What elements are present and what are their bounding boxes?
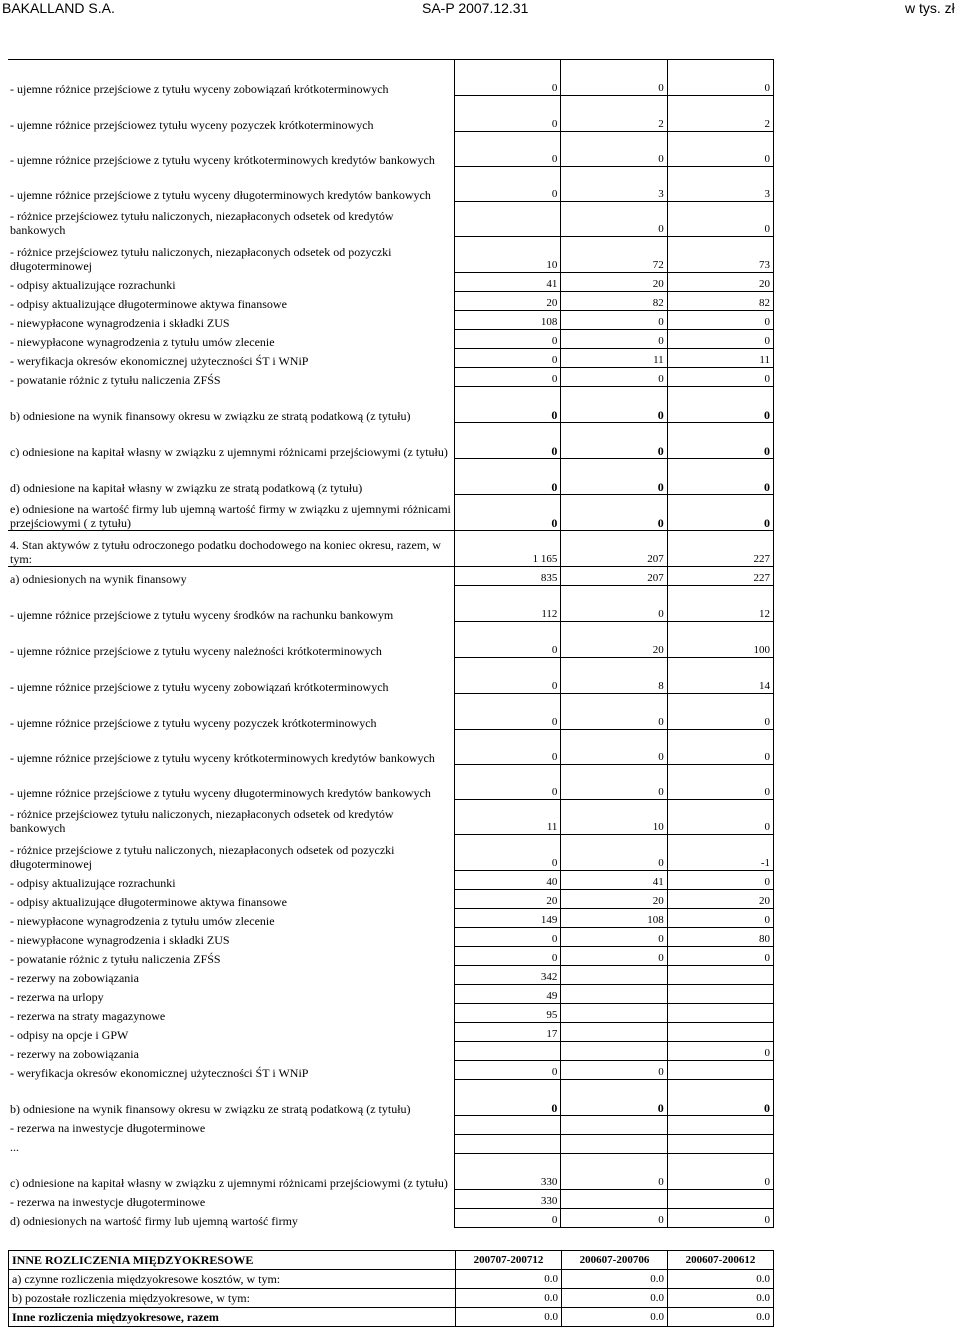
row-label: c) odniesione na kapitał własny w związku z ujemnymi różnicami przejściowymi (z tytułu) [10,444,448,459]
table-row [8,800,774,835]
cell-value: 73 [667,237,773,273]
cell-value: 207 [561,567,667,586]
cell-value: 100 [667,622,773,658]
table-row [8,1080,774,1116]
cell-value: 72 [561,237,667,273]
table-row [8,167,774,202]
cell-value: 80 [667,928,773,947]
cell-value: 0 [455,459,561,495]
cell-value: 0 [455,167,561,202]
cell-value: 0 [455,835,561,871]
cell-value: 0 [561,202,667,237]
row-label: - niewypłacone wynagrodzenia i składki ZUS [10,932,230,947]
cell-value: 227 [667,531,773,567]
row-label: - ujemne różnice przejściowe z tytułu wyceny pozyczek krótkoterminowych [10,715,377,730]
row-label: - ujemne różnice przejściowe z tytułu wyceny zobowiązań krótkoterminowych [8,60,455,96]
table-row [8,622,774,658]
table-row [8,292,774,311]
cell-value [455,1135,561,1154]
table-row [8,132,774,167]
cell-value: 0 [561,311,667,330]
period-header: 200607-200612 [668,1251,774,1270]
table-row [8,459,774,495]
cell-value: 0 [455,947,561,966]
cell-value: 0 [667,330,773,349]
table-row [8,273,774,292]
cell-value: 0 [667,368,773,387]
cell-value: 0 [561,132,667,167]
cell-value: 0 [561,368,667,387]
cell-value: 11 [561,349,667,368]
cell-value: 41 [561,871,667,890]
cell-value: 0 [561,1061,667,1080]
cell-value: 0 [455,60,561,96]
unit-label: w tys. zł [905,0,955,16]
cell-value: 95 [455,1004,561,1023]
cell-value: 342 [455,966,561,985]
cell-value: 0 [561,586,667,622]
cell-value: 149 [455,909,561,928]
cell-value: 0 [667,311,773,330]
cell-value: 835 [455,567,561,586]
cell-value: 0 [561,423,667,459]
table-row [8,202,774,237]
cell-value [667,966,773,985]
cell-value [455,202,561,237]
cell-value: 0 [667,871,773,890]
cell-value [455,1116,561,1135]
cell-value: 227 [667,567,773,586]
cell-value: 49 [455,985,561,1004]
row-label: - rezerwa na urlopy [10,989,104,1004]
cell-value: 0 [667,694,773,730]
row-label: - odpisy aktualizujące rozrachunki [10,277,176,292]
row-label: d) odniesionych na wartość firmy lub ujemną wartość firmy [10,1213,298,1228]
table-row [8,909,774,928]
cell-value: 0 [455,349,561,368]
row-label: a) czynne rozliczenia międzyokresowe kosztów, w tym: [9,1270,456,1289]
row-label: - powatanie różnic z tytułu naliczenia ZFŚS [10,372,221,387]
cell-value: 0 [561,835,667,871]
cell-value: 0 [667,459,773,495]
accruals-row [9,1289,774,1308]
cell-value [455,1042,561,1061]
cell-value: 108 [561,909,667,928]
cell-value [561,1004,667,1023]
cell-value: 0.0 [456,1289,562,1308]
row-label: - ujemne różnice przejściowe z tytułu wyceny należności krótkoterminowych [10,643,382,658]
cell-value: 20 [561,890,667,909]
cell-value: 12 [667,586,773,622]
row-label: - odpisy aktualizujące rozrachunki [10,875,176,890]
table-row [8,1042,774,1061]
cell-value: 0 [561,60,667,96]
cell-value: 0 [561,1154,667,1190]
cell-value: 11 [455,800,561,835]
table-row [8,60,774,96]
row-label: - różnice przejściowez tytułu naliczonych, niezapłaconych odsetek od kredytów bankowych [10,208,394,237]
row-label: - ujemne różnice przejściowez tytułu wyceny pozyczek krótkoterminowych [10,117,374,132]
cell-value: 0 [455,387,561,423]
cell-value: 0.0 [668,1270,774,1289]
period-header: 200707-200712 [456,1251,562,1270]
accruals-title: INNE ROZLICZENIA MIĘDZYOKRESOWE [9,1251,456,1270]
cell-value: 0 [667,909,773,928]
cell-value [561,966,667,985]
cell-value: 207 [561,531,667,567]
table-row [8,947,774,966]
cell-value: 20 [561,273,667,292]
accruals-row [9,1270,774,1289]
cell-value [561,1023,667,1042]
cell-value: 82 [561,292,667,311]
cell-value: 0 [667,1154,773,1190]
table-row [8,658,774,694]
table-row [8,567,774,586]
cell-value: 8 [561,658,667,694]
cell-value: 41 [455,273,561,292]
row-label: - niewypłacone wynagrodzenia z tytułu umów zlecenie [10,334,275,349]
table-row [8,1154,774,1190]
cell-value: 0 [667,1080,773,1116]
cell-value: 0 [667,60,773,96]
cell-value: 0 [561,459,667,495]
report-id: SA-P 2007.12.31 [422,0,529,16]
cell-value: 0 [561,330,667,349]
cell-value: 10 [561,800,667,835]
row-label: c) odniesione na kapitał własny w związku z ujemnymi różnicami przejściowymi (z tytułu) [10,1175,448,1190]
row-label: b) odniesione na wynik finansowy okresu w związku ze stratą podatkową (z tytułu) [10,408,411,423]
cell-value [667,1190,773,1209]
cell-value: 0.0 [562,1289,668,1308]
cell-value [667,1116,773,1135]
cell-value: 0 [561,730,667,765]
cell-value: 0 [455,694,561,730]
table-row [8,495,774,531]
cell-value [561,1190,667,1209]
period-header: 200607-200706 [562,1251,668,1270]
cell-value: 0 [455,730,561,765]
table-row [8,871,774,890]
table-row [8,349,774,368]
cell-value: 0 [455,330,561,349]
cell-value: 10 [455,237,561,273]
table-row [8,835,774,871]
cell-value: 20 [667,890,773,909]
table-row [8,387,774,423]
row-label: ... [10,1139,19,1154]
cell-value: -1 [667,835,773,871]
table-row [8,730,774,765]
cell-value [667,1004,773,1023]
cell-value: 0 [455,622,561,658]
table-row [8,1135,774,1154]
cell-value: 0 [455,765,561,800]
cell-value: 0 [667,495,773,531]
cell-value: 0 [455,423,561,459]
cell-value: 0 [667,1209,773,1228]
cell-value [667,1061,773,1080]
cell-value: 0 [667,202,773,237]
cell-value: 20 [561,622,667,658]
cell-value: 0 [667,423,773,459]
row-label: - rezerwy na zobowiązania [10,1046,139,1061]
row-label: - różnice przejściowe z tytułu naliczonych, niezapłaconych odsetek od pozyczki długoterminowej [10,842,395,871]
row-label: - rezerwa na straty magazynowe [10,1008,166,1023]
cell-value: 0 [667,1042,773,1061]
cell-value [561,1116,667,1135]
cell-value: 20 [667,273,773,292]
cell-value [667,1023,773,1042]
cell-value: 330 [455,1154,561,1190]
table-row [8,985,774,1004]
row-label: - ujemne różnice przejściowe z tytułu wyceny zobowiązań krótkoterminowych [10,679,389,694]
cell-value: 330 [455,1190,561,1209]
table-row [8,1209,774,1228]
row-label: d) odniesione na kapitał własny w związku ze stratą podatkową (z tytułu) [10,480,363,495]
cell-value: 20 [455,890,561,909]
table-row [8,237,774,273]
row-label: - ujemne różnice przejściowe z tytułu wyceny krótkoterminowych kredytów bankowych [10,750,435,765]
cell-value [561,1135,667,1154]
cell-value: 17 [455,1023,561,1042]
cell-value: 0 [455,1080,561,1116]
row-label: a) odniesionych na wynik finansowy [8,567,455,586]
cell-value: 0 [455,928,561,947]
row-label: - rezerwy na zobowiązania [10,970,139,985]
page-header [0,0,960,16]
table-row [8,1023,774,1042]
accruals-header-row [9,1251,774,1270]
cell-value: 0 [667,730,773,765]
cell-value: 0 [561,694,667,730]
cell-value: 0 [561,387,667,423]
cell-value: 0 [455,1061,561,1080]
cell-value: 1 165 [455,531,561,567]
table-row [8,1061,774,1080]
cell-value: 0 [561,928,667,947]
table-row [8,330,774,349]
row-label: e) odniesione na wartość firmy lub ujemną wartość firmy w związku z ujemnymi różnicami przejściowymi ( z tytułu) [10,502,451,530]
cell-value: 0 [455,495,561,531]
row-label: - powatanie różnic z tytułu naliczenia ZFŚS [10,951,221,966]
cell-value [667,985,773,1004]
cell-value: 82 [667,292,773,311]
cell-value: 0 [667,765,773,800]
table-row [8,694,774,730]
cell-value: 112 [455,586,561,622]
row-label: - ujemne różnice przejściowe z tytułu wyceny środków na rachunku bankowym [10,607,394,622]
cell-value: 0.0 [668,1289,774,1308]
table-row [8,423,774,459]
row-label: Inne rozliczenia międzyokresowe, razem [9,1308,456,1327]
cell-value: 2 [561,96,667,132]
row-label: - niewypłacone wynagrodzenia i składki ZUS [10,315,230,330]
accruals-table [8,1250,774,1327]
cell-value: 40 [455,871,561,890]
company-name: BAKALLAND S.A. [2,0,115,16]
row-label: - rezerwa na inwestycje długoterminowe [10,1194,206,1209]
table-row [8,928,774,947]
cell-value: 108 [455,311,561,330]
cell-value: 0 [561,765,667,800]
row-label: 4. Stan aktywów z tytułu odroczonego podatku dochodowego na koniec okresu, razem, w tym: [8,531,455,567]
cell-value: 0 [455,132,561,167]
cell-value [667,1135,773,1154]
table-row [8,890,774,909]
cell-value [561,1042,667,1061]
table-row [8,1190,774,1209]
row-label: - weryfikacja okresów ekonomicznej użyteczności ŚT i WNiP [10,1065,309,1080]
cell-value: 0 [455,96,561,132]
table-row [8,1004,774,1023]
cell-value: 0 [561,1080,667,1116]
cell-value: 0 [455,658,561,694]
row-label: - odpisy aktualizujące długoterminowe aktywa finansowe [10,296,287,311]
table-row [8,311,774,330]
cell-value: 0.0 [562,1308,668,1327]
table-row [8,96,774,132]
cell-value: 0.0 [668,1308,774,1327]
table-row [8,765,774,800]
row-label: - ujemne różnice przejściowe z tytułu wyceny krótkoterminowych kredytów bankowych [10,152,435,167]
row-label: - niewypłacone wynagrodzenia z tytułu umów zlecenie [10,913,275,928]
cell-value: 11 [667,349,773,368]
table-row [8,586,774,622]
cell-value [561,985,667,1004]
cell-value: 0 [561,947,667,966]
row-label: - różnice przejściowez tytułu naliczonych, niezapłaconych odsetek od pozyczki długoterminowej [10,244,392,273]
cell-value: 0 [561,1209,667,1228]
row-label: - odpisy aktualizujące długoterminowe aktywa finansowe [10,894,287,909]
cell-value: 0 [667,947,773,966]
cell-value: 0.0 [456,1270,562,1289]
row-label: - ujemne różnice przejściowe z tytułu wyceny długoterminowych kredytów bankowych [10,785,431,800]
cell-value: 0 [455,1209,561,1228]
cell-value: 0 [667,132,773,167]
row-label: - weryfikacja okresów ekonomicznej użyteczności ŚT i WNiP [10,353,309,368]
cell-value: 2 [667,96,773,132]
cell-value: 0 [561,495,667,531]
table-row [8,1116,774,1135]
row-label: - różnice przejściowez tytułu naliczonych, niezapłaconych odsetek od kredytów bankowych [10,806,394,835]
row-label: b) odniesione na wynik finansowy okresu w związku ze stratą podatkową (z tytułu) [10,1101,411,1116]
row-label: - odpisy na opcje i GPW [10,1027,129,1042]
deferred-tax-table [8,59,774,1228]
cell-value: 3 [667,167,773,202]
table-row [8,531,774,567]
cell-value: 0 [455,368,561,387]
cell-value: 0.0 [456,1308,562,1327]
table-row [8,368,774,387]
table-row [8,966,774,985]
row-label: - ujemne różnice przejściowe z tytułu wyceny długoterminowych kredytów bankowych [10,187,431,202]
row-label: b) pozostałe rozliczenia międzyokresowe, w tym: [9,1289,456,1308]
row-label: - rezerwa na inwestycje długoterminowe [10,1120,206,1135]
cell-value: 0.0 [562,1270,668,1289]
cell-value: 0 [667,387,773,423]
cell-value: 0 [667,800,773,835]
cell-value: 3 [561,167,667,202]
cell-value: 14 [667,658,773,694]
accruals-total-row [9,1308,774,1327]
cell-value: 20 [455,292,561,311]
